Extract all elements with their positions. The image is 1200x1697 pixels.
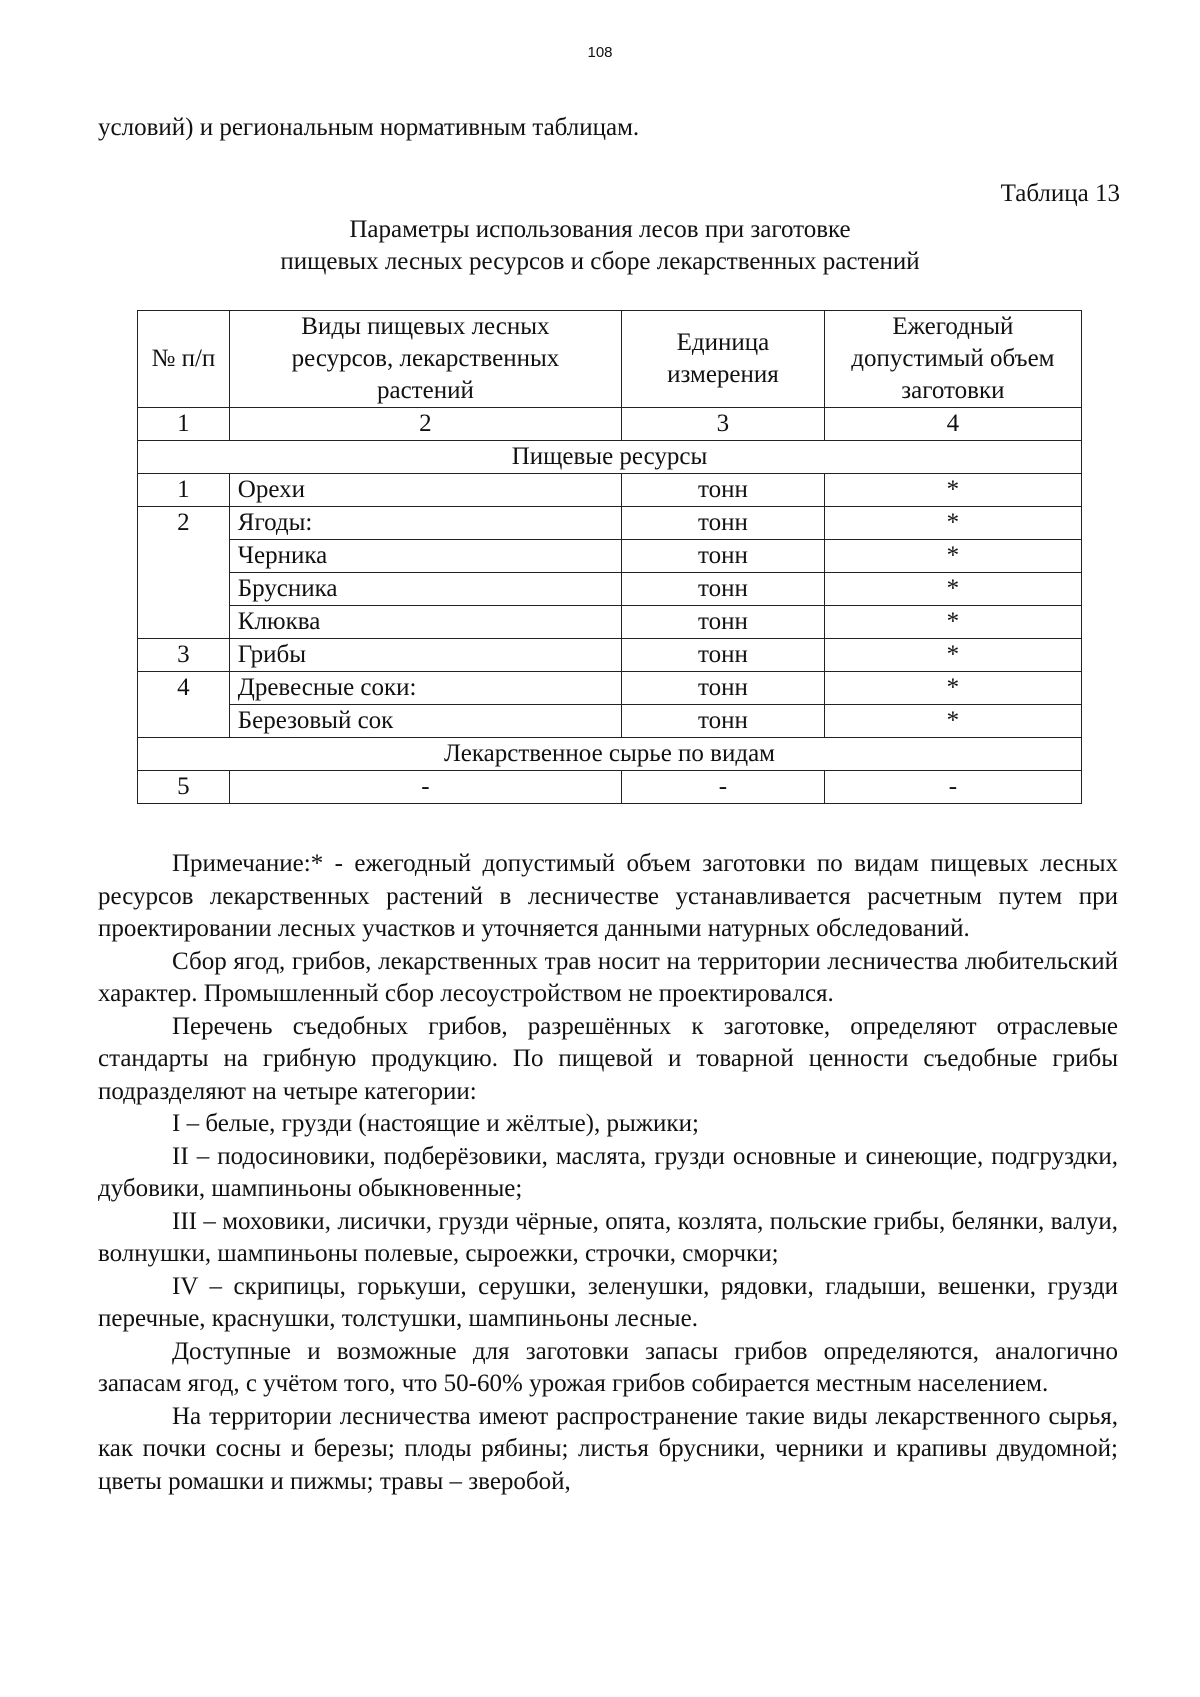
annual-volume: *: [824, 606, 1081, 639]
unit: -: [622, 771, 825, 804]
section-food-resources: Пищевые ресурсы: [138, 441, 1082, 474]
table-row: [138, 474, 1082, 507]
paragraph: Доступные и возможные для заготовки запасы грибов определяются, аналогично запасам ягод, с учётом того, что 50-60% урожая грибов собирается местным населением.: [98, 1337, 1118, 1397]
table-row: [138, 540, 1082, 573]
paragraph: II – подосиновики, подберёзовики, маслята, грузди основные и синеющие, подгруздки, дубовики, шампиньоны обыкновенные;: [98, 1142, 1118, 1202]
row-number: 5: [138, 771, 230, 804]
unit: тонн: [622, 474, 825, 507]
table-title-line: Параметры использования лесов при заготовке: [349, 216, 851, 243]
table-title-line: пищевых лесных ресурсов и сборе лекарственных растений: [280, 248, 920, 275]
resource-name: Березовый сок: [229, 705, 621, 738]
page-number: 108: [587, 44, 613, 61]
table-label: Таблица 13: [1000, 180, 1120, 207]
unit: тонн: [622, 606, 825, 639]
unit: тонн: [622, 507, 825, 540]
resource-name: Клюква: [229, 606, 621, 639]
resources-table: [137, 310, 1082, 804]
column-number: 2: [229, 408, 621, 441]
paragraph: Сбор ягод, грибов, лекарственных трав носит на территории лесничества любительский характер. Промышленный сбор лесоустройством не проектировался.: [98, 947, 1118, 1007]
header-number: № п/п: [138, 311, 230, 408]
resource-name: Орехи: [229, 474, 621, 507]
paragraph: Примечание:* - ежегодный допустимый объем заготовки по видам пищевых лесных ресурсов лекарственных растений в лесничестве устанавливается расчетным путем при проектировании лесных участков и уточняется данными натурных обследований.: [98, 850, 1118, 942]
resource-name: Грибы: [229, 639, 621, 672]
annual-volume: *: [824, 507, 1081, 540]
body-text: [98, 848, 1118, 1498]
annual-volume: *: [824, 639, 1081, 672]
unit: тонн: [622, 672, 825, 705]
unit: тонн: [622, 540, 825, 573]
annual-volume: -: [824, 771, 1081, 804]
paragraph: На территории лесничества имеют распространение такие виды лекарственного сырья, как почки сосны и березы; плоды рябины; листья брусники, черники и крапивы двудомной; цветы ромашки и пижмы; травы – зверобой,: [98, 1402, 1118, 1495]
paragraph: Перечень съедобных грибов, разрешённых к заготовке, определяют отраслевые стандарты на грибную продукцию. По пищевой и товарной ценности съедобные грибы подразделяют на четыре категории:: [98, 1012, 1118, 1105]
header-annual-volume: Ежегодный допустимый объем заготовки: [824, 311, 1081, 408]
table-title: [0, 214, 1200, 278]
section-row: [138, 738, 1082, 771]
table-row: [138, 507, 1082, 540]
row-number: 2: [138, 507, 230, 639]
intro-line: условий) и региональным нормативным таблицам.: [98, 114, 640, 141]
paragraph: I – белые, грузди (настоящие и жёлтые), рыжики;: [172, 1110, 699, 1137]
section-medicinal-raw-materials: Лекарственное сырье по видам: [138, 738, 1082, 771]
column-number: 1: [138, 408, 230, 441]
column-number: 3: [622, 408, 825, 441]
resource-name: Брусника: [229, 573, 621, 606]
row-number: 1: [138, 474, 230, 507]
table-row: [138, 771, 1082, 804]
resource-name: -: [229, 771, 621, 804]
unit: тонн: [622, 639, 825, 672]
annual-volume: *: [824, 474, 1081, 507]
resource-name: Древесные соки:: [229, 672, 621, 705]
annual-volume: *: [824, 573, 1081, 606]
table-row: [138, 573, 1082, 606]
paragraph: IV – скрипицы, горькуши, серушки, зеленушки, рядовки, гладыши, вешенки, грузди перечные, краснушки, толстушки, шампиньоны лесные.: [98, 1272, 1118, 1332]
unit: тонн: [622, 705, 825, 738]
section-row: [138, 441, 1082, 474]
table-row: [138, 606, 1082, 639]
table-header-row: [138, 311, 1082, 408]
table-row: [138, 639, 1082, 672]
annual-volume: *: [824, 705, 1081, 738]
annual-volume: *: [824, 672, 1081, 705]
column-number: 4: [824, 408, 1081, 441]
header-unit: Единица измерения: [622, 311, 825, 408]
row-number: 3: [138, 639, 230, 672]
paragraph: III – моховики, лисички, грузди чёрные, опята, козлята, польские грибы, белянки, валуи, волнушки, шампиньоны полевые, сыроежки, строчки, сморчки;: [98, 1207, 1118, 1267]
table-row: [138, 705, 1082, 738]
annual-volume: *: [824, 540, 1081, 573]
column-numbering-row: [138, 408, 1082, 441]
row-number: 4: [138, 672, 230, 738]
resource-name: Ягоды:: [229, 507, 621, 540]
header-resource-type: Виды пищевых лесных ресурсов, лекарственных растений: [229, 311, 621, 408]
resource-name: Черника: [229, 540, 621, 573]
unit: тонн: [622, 573, 825, 606]
table-row: [138, 672, 1082, 705]
